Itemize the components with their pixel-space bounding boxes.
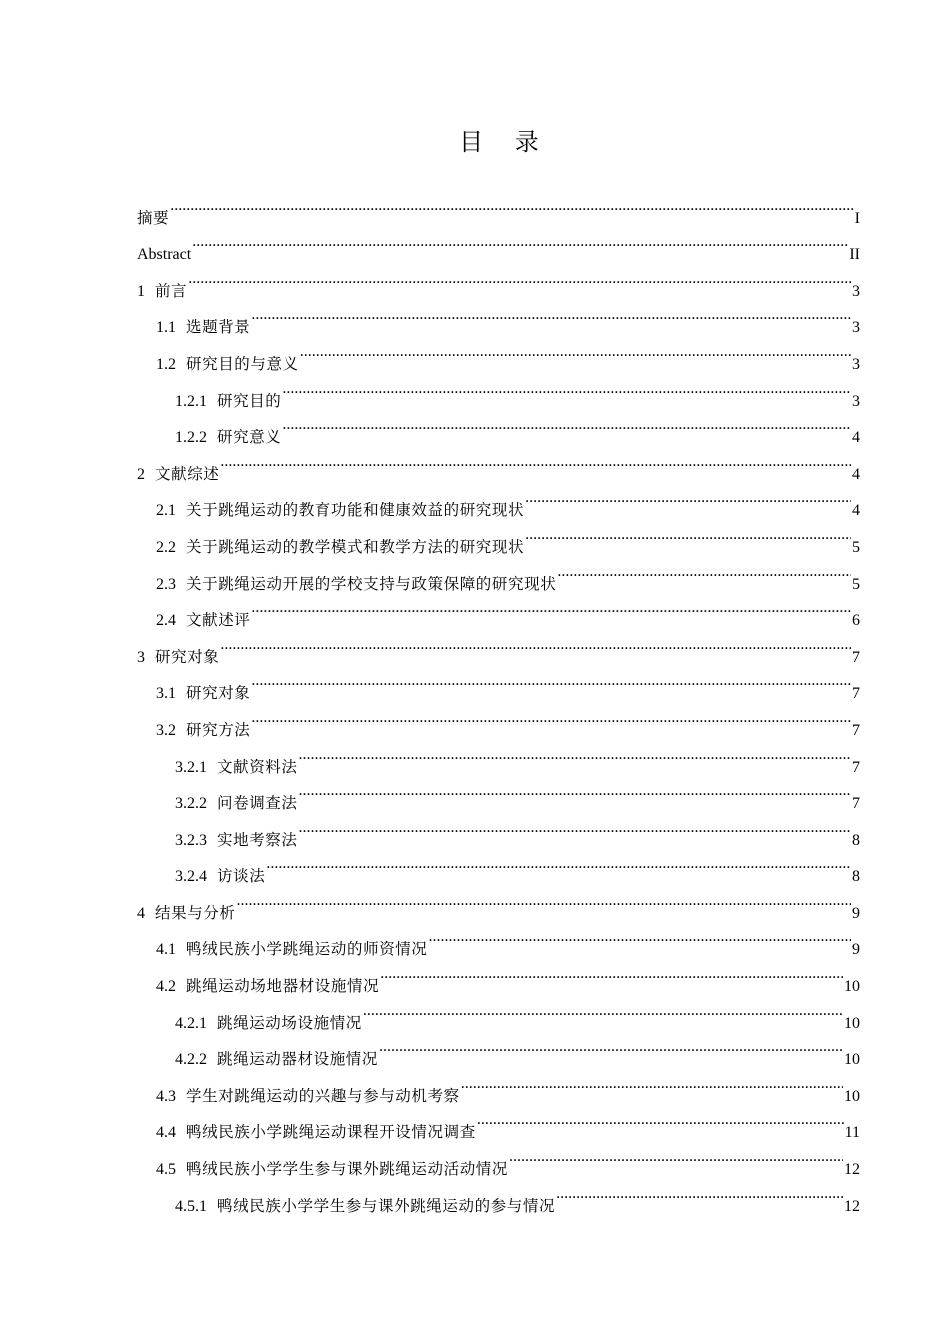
toc-entry-number: 4.3 (156, 1087, 176, 1105)
toc-entry-number: 3.2.1 (175, 758, 207, 776)
toc-entry-title: 关于跳绳运动开展的学校支持与政策保障的研究现状 (186, 574, 557, 593)
toc-entry-number: 3.2.4 (175, 868, 207, 886)
toc-entry-title: 跳绳运动器材设施情况 (217, 1050, 379, 1069)
toc-page-number: 7 (852, 685, 860, 703)
toc-page-number: 7 (852, 721, 860, 739)
toc-entry[interactable] (137, 442, 860, 483)
toc-entry-title: 研究对象 (155, 647, 220, 666)
toc-entry[interactable] (137, 881, 860, 922)
toc-entry-number: 4.5 (156, 1161, 176, 1179)
toc-entry-title: 鸭绒民族小学学生参与课外跳绳运动的参与情况 (217, 1196, 556, 1215)
toc-page-number: 5 (852, 538, 860, 556)
toc-page-number: 9 (852, 941, 860, 959)
toc-entry-title: 实地考察法 (217, 830, 298, 849)
toc-entry-title: 鸭绒民族小学跳绳运动课程开设情况调查 (186, 1123, 476, 1142)
toc-dot-leader (220, 625, 851, 662)
toc-entry-number: 3.1 (156, 685, 176, 703)
toc-entry-title: 研究目的 (217, 391, 282, 410)
toc-entry-number: 3.2.2 (175, 795, 207, 813)
toc-dot-leader (461, 1064, 843, 1101)
toc-dot-leader (188, 259, 851, 296)
toc-title: 目 录 (459, 128, 551, 156)
toc-page-number: 10 (844, 978, 860, 996)
toc-dot-leader (299, 772, 851, 809)
toc-entry-number: 1 (137, 282, 145, 300)
toc-entry[interactable] (137, 479, 860, 520)
toc-entry-title: 研究目的与意义 (186, 354, 299, 373)
toc-dot-leader (525, 479, 851, 516)
toc-entry-number: 3.2.3 (175, 831, 207, 849)
toc-entry-title: 研究方法 (186, 720, 251, 739)
toc-page-number: I (854, 209, 860, 227)
toc-entry-title: Abstract (137, 246, 192, 264)
toc-entry-title: 访谈法 (217, 867, 266, 886)
toc-dot-leader (220, 442, 851, 479)
toc-dot-leader (509, 1137, 843, 1174)
toc-dot-leader (379, 1028, 843, 1065)
toc-entry-title: 问卷调查法 (217, 794, 298, 813)
toc-page-number: 4 (852, 502, 860, 520)
toc-entry-number: 4 (137, 904, 145, 922)
toc-dot-leader (557, 552, 851, 589)
toc-entry-number: 3.2 (156, 721, 176, 739)
toc-entry-number: 2.4 (156, 612, 176, 630)
toc-page-number: 3 (852, 282, 860, 300)
toc-dot-leader (282, 406, 851, 443)
toc-entry-number: 4.2.1 (175, 1014, 207, 1032)
toc-page-number: 3 (852, 392, 860, 410)
toc-entry[interactable] (137, 625, 860, 666)
toc-page-number: 11 (844, 1124, 860, 1142)
toc-page-number: 3 (852, 355, 860, 373)
toc-page-number: 4 (852, 465, 860, 483)
toc-entry-title: 鸭绒民族小学跳绳运动的师资情况 (186, 940, 428, 959)
toc-entry-title: 文献综述 (155, 464, 220, 483)
toc-entry-title: 鸭绒民族小学学生参与课外跳绳运动活动情况 (186, 1160, 509, 1179)
toc-entry-number: 1.1 (156, 319, 176, 337)
toc-dot-leader (251, 296, 851, 333)
toc-dot-leader (525, 515, 851, 552)
toc-entry-title: 文献述评 (186, 611, 251, 630)
toc-entry-title: 结果与分析 (155, 903, 236, 922)
toc-page-number: 10 (844, 1014, 860, 1032)
toc-dot-leader (251, 589, 851, 626)
toc-entry-title: 摘要 (137, 208, 170, 227)
toc-dot-leader (556, 1174, 843, 1211)
toc-dot-leader (282, 369, 851, 406)
toc-entry-number: 1.2.2 (175, 429, 207, 447)
toc-entry[interactable] (137, 918, 860, 959)
toc-page-number: 12 (844, 1161, 860, 1179)
toc-entry-number: 4.1 (156, 941, 176, 959)
toc-entry-number: 2 (137, 465, 145, 483)
toc-page-number: 7 (852, 648, 860, 666)
toc-entry-title: 关于跳绳运动的教学模式和教学方法的研究现状 (186, 537, 525, 556)
toc-entry-title: 关于跳绳运动的教育功能和健康效益的研究现状 (186, 501, 525, 520)
toc-dot-leader (266, 845, 851, 882)
toc-entry[interactable] (137, 259, 860, 300)
toc-page-number: 10 (844, 1051, 860, 1069)
toc-entry-title: 跳绳运动场设施情况 (217, 1013, 362, 1032)
toc-entry[interactable] (137, 223, 860, 264)
toc-entry-number: 4.2.2 (175, 1051, 207, 1069)
toc-entry-number: 4.2 (156, 978, 176, 996)
toc-entry[interactable] (137, 186, 860, 227)
toc-entry[interactable] (137, 296, 860, 337)
toc-entry-title: 文献资料法 (217, 757, 298, 776)
table-of-contents (137, 186, 860, 1215)
toc-entry[interactable] (137, 662, 860, 703)
toc-dot-leader (192, 223, 848, 260)
toc-page-number: 4 (852, 429, 860, 447)
toc-dot-leader (477, 1101, 844, 1138)
toc-dot-leader (237, 881, 851, 918)
toc-entry-title: 研究意义 (217, 428, 282, 447)
toc-page-number: 8 (852, 868, 860, 886)
toc-page-number: 3 (852, 319, 860, 337)
toc-entry-title: 前言 (155, 281, 188, 300)
toc-dot-leader (299, 808, 851, 845)
toc-entry-number: 3 (137, 648, 145, 666)
toc-entry-title: 研究对象 (186, 684, 251, 703)
toc-entry-number: 2.3 (156, 575, 176, 593)
toc-entry-number: 4.5.1 (175, 1197, 207, 1215)
toc-dot-leader (380, 954, 843, 991)
toc-page-number: 5 (852, 575, 860, 593)
toc-entry-number: 1.2.1 (175, 392, 207, 410)
toc-page-number: 7 (852, 795, 860, 813)
toc-page-number: 6 (852, 612, 860, 630)
toc-dot-leader (363, 991, 843, 1028)
toc-entry-number: 2.2 (156, 538, 176, 556)
toc-dot-leader (299, 735, 851, 772)
toc-page-number: 9 (852, 904, 860, 922)
toc-dot-leader (300, 332, 851, 369)
toc-dot-leader (251, 698, 851, 735)
toc-page-number: 7 (852, 758, 860, 776)
toc-page-number: II (849, 246, 860, 264)
toc-dot-leader (251, 662, 851, 699)
toc-page-number: 8 (852, 831, 860, 849)
toc-entry-title: 选题背景 (186, 318, 251, 337)
toc-entry-title: 跳绳运动场地器材设施情况 (186, 977, 380, 996)
toc-entry-number: 1.2 (156, 355, 176, 373)
toc-dot-leader (170, 186, 853, 223)
toc-entry-number: 2.1 (156, 502, 176, 520)
toc-page-number: 12 (844, 1197, 860, 1215)
toc-entry-number: 4.4 (156, 1124, 176, 1142)
toc-entry-title: 学生对跳绳运动的兴趣与参与动机考察 (186, 1086, 460, 1105)
toc-dot-leader (429, 918, 851, 955)
toc-page-number: 10 (844, 1087, 860, 1105)
